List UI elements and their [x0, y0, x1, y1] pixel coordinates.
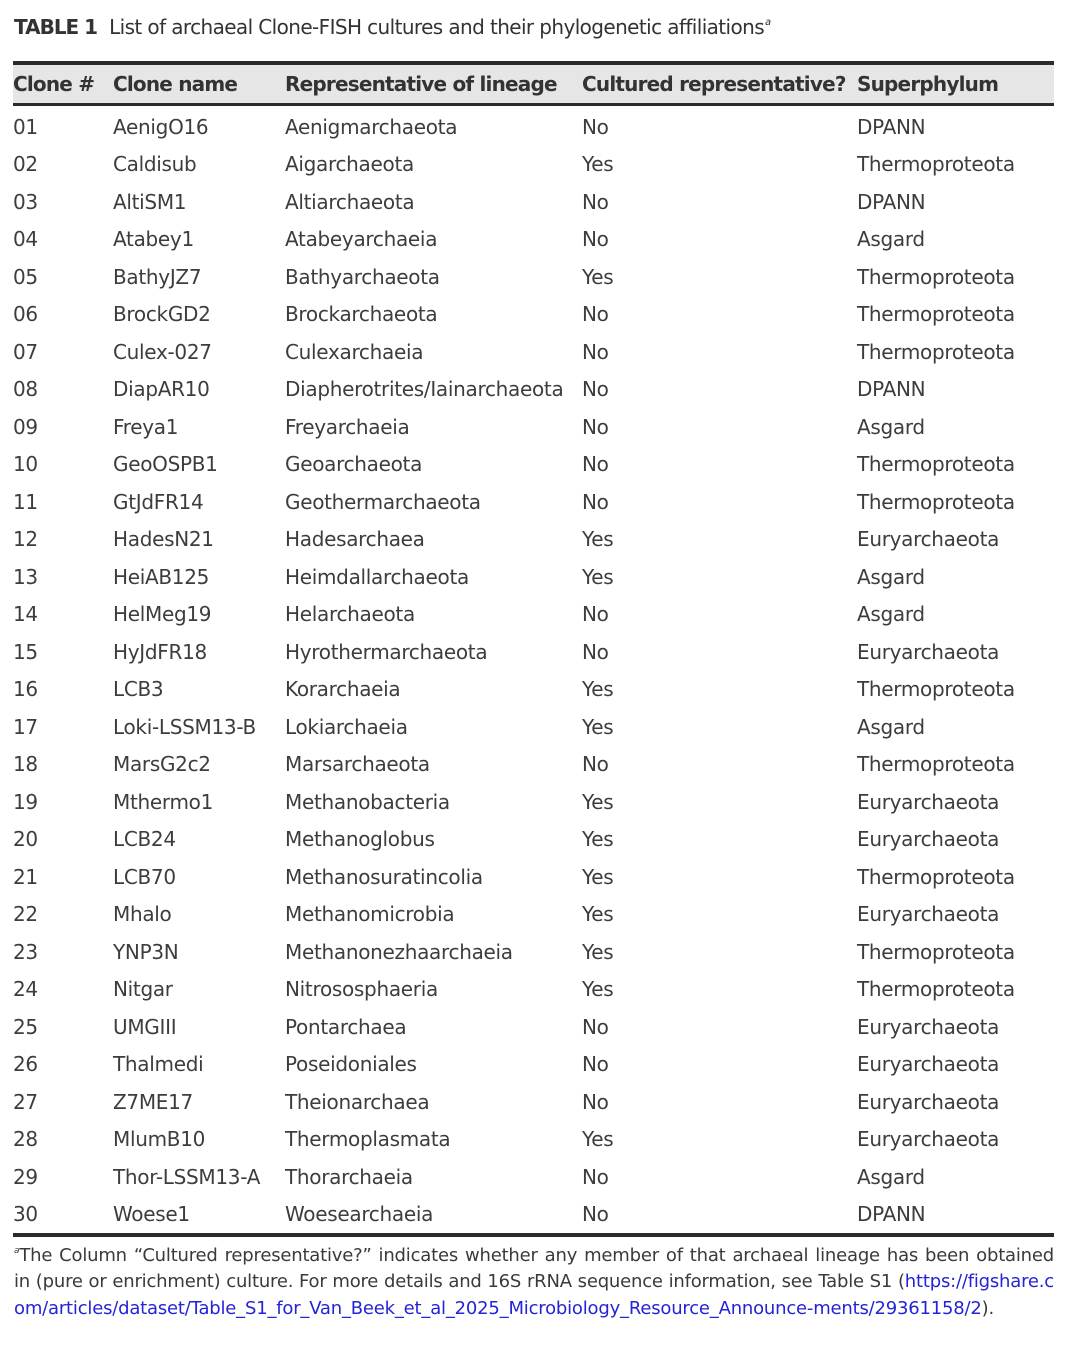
cell-clone-name: UMGIII: [113, 1014, 177, 1039]
cell-clone-number: 22: [13, 902, 38, 927]
cell-clone-number: 06: [13, 302, 38, 327]
cell-clone-number: 05: [13, 264, 38, 289]
table-row: [13, 896, 1054, 934]
cell-cultured: Yes: [582, 564, 614, 589]
cell-clone-name: LCB70: [113, 864, 176, 889]
column-header-cultured: Cultured representative?: [582, 63, 857, 105]
figshare-link[interactable]: https://figshare.com/articles/dataset/Table_S1_for_Van_Beek_et_al_2025_Microbiology_Resource_Announce-ments/29361158/2: [14, 1271, 1054, 1319]
table-row: [13, 783, 1054, 821]
table-row: [13, 105, 1054, 146]
cell-superphylum: DPANN: [857, 1196, 1054, 1236]
cell-cultured: No: [582, 339, 609, 364]
cell-cultured: No: [582, 452, 609, 477]
cell-lineage: Methanoglobus: [285, 827, 435, 852]
cell-lineage: Aenigmarchaeota: [285, 114, 458, 139]
cell-cultured: Yes: [582, 902, 614, 927]
cell-cultured: No: [582, 1196, 857, 1236]
cell-clone-name: Z7ME17: [113, 1089, 193, 1114]
cell-superphylum: Asgard: [857, 714, 925, 739]
cell-clone-number: 23: [13, 939, 38, 964]
cell-clone-number: 01: [13, 114, 38, 139]
cell-clone-name: Thor-LSSM13-A: [113, 1164, 261, 1189]
cell-clone-name: LCB24: [113, 827, 176, 852]
cell-clone-number: 24: [13, 977, 38, 1002]
table-row: [13, 1158, 1054, 1196]
cell-clone-name: Nitgar: [113, 977, 173, 1002]
cell-lineage: Woesearchaeia: [285, 1196, 582, 1236]
table-title: List of archaeal Clone-FISH cultures and their phylogenetic affiliations: [109, 15, 765, 39]
cell-superphylum: Asgard: [857, 227, 925, 252]
cell-cultured: Yes: [582, 827, 614, 852]
cell-clone-number: 28: [13, 1127, 38, 1152]
cell-clone-name: HadesN21: [113, 527, 214, 552]
table-row: [13, 333, 1054, 371]
table-header: [13, 63, 1054, 105]
cell-clone-number: 13: [13, 564, 38, 589]
table-row: [13, 933, 1054, 971]
cell-superphylum: DPANN: [857, 377, 926, 402]
table-row: [13, 371, 1054, 409]
cell-cultured: No: [582, 189, 609, 214]
cell-clone-number: 19: [13, 789, 38, 814]
cell-cultured: Yes: [582, 977, 614, 1002]
cell-superphylum: Thermoproteota: [857, 864, 1015, 889]
cell-cultured: Yes: [582, 714, 614, 739]
cell-superphylum: Euryarchaeota: [857, 1089, 1000, 1114]
table-label: TABLE 1: [14, 15, 98, 39]
cell-superphylum: Euryarchaeota: [857, 827, 1000, 852]
clone-table-container: [13, 61, 1054, 1237]
cell-clone-name: HyJdFR18: [113, 639, 207, 664]
cell-lineage: Freyarchaeia: [285, 414, 410, 439]
cell-lineage: Heimdallarchaeota: [285, 564, 469, 589]
cell-lineage: Bathyarchaeota: [285, 264, 440, 289]
table-row: [13, 746, 1054, 784]
cell-lineage: Methanobacteria: [285, 789, 450, 814]
cell-cultured: Yes: [582, 264, 614, 289]
cell-lineage: Methanosuratincolia: [285, 864, 483, 889]
cell-clone-name: MarsG2c2: [113, 752, 211, 777]
cell-cultured: Yes: [582, 152, 614, 177]
cell-clone-name: BrockGD2: [113, 302, 211, 327]
cell-clone-name: Freya1: [113, 414, 179, 439]
cell-clone-number: 07: [13, 339, 38, 364]
cell-lineage: Thorarchaeia: [285, 1164, 413, 1189]
cell-lineage: Hadesarchaea: [285, 527, 425, 552]
table-row: [13, 1046, 1054, 1084]
cell-superphylum: Euryarchaeota: [857, 1014, 1000, 1039]
table-row: [13, 858, 1054, 896]
table-row: [13, 483, 1054, 521]
cell-lineage: Atabeyarchaeia: [285, 227, 438, 252]
cell-superphylum: Asgard: [857, 1164, 925, 1189]
cell-superphylum: Asgard: [857, 602, 925, 627]
cell-superphylum: Thermoproteota: [857, 489, 1015, 514]
cell-superphylum: Asgard: [857, 564, 925, 589]
cell-superphylum: Thermoproteota: [857, 264, 1015, 289]
table-row: [13, 1121, 1054, 1159]
table-row: [13, 671, 1054, 709]
table-row: [13, 521, 1054, 559]
table-row: [13, 971, 1054, 1009]
cell-lineage: Methanomicrobia: [285, 902, 455, 927]
cell-clone-number: 04: [13, 227, 38, 252]
table-footnote: [14, 1238, 1054, 1322]
cell-lineage: Pontarchaea: [285, 1014, 407, 1039]
table-body: [13, 105, 1054, 1236]
cell-clone-name: Mthermo1: [113, 789, 213, 814]
cell-clone-name: Thalmedi: [113, 1052, 204, 1077]
cell-lineage: Helarchaeota: [285, 602, 415, 627]
cell-clone-number: 15: [13, 639, 38, 664]
cell-cultured: No: [582, 1014, 609, 1039]
cell-cultured: No: [582, 302, 609, 327]
cell-lineage: Methanonezhaarchaeia: [285, 939, 513, 964]
table-row: [13, 221, 1054, 259]
cell-cultured: No: [582, 489, 609, 514]
table-row: [13, 296, 1054, 334]
table-row: [13, 258, 1054, 296]
table-row: [13, 1083, 1054, 1121]
cell-clone-name: AenigO16: [113, 114, 209, 139]
table-row: [13, 1196, 1054, 1236]
cell-clone-number: 21: [13, 864, 38, 889]
cell-lineage: Poseidoniales: [285, 1052, 417, 1077]
column-header-clone-name: Clone name: [113, 63, 285, 105]
cell-cultured: No: [582, 1089, 609, 1114]
cell-cultured: No: [582, 414, 609, 439]
cell-lineage: Marsarchaeota: [285, 752, 430, 777]
cell-superphylum: Asgard: [857, 414, 925, 439]
cell-superphylum: Thermoproteota: [857, 939, 1015, 964]
cell-clone-number: 02: [13, 152, 38, 177]
cell-superphylum: DPANN: [857, 189, 926, 214]
cell-clone-number: 16: [13, 677, 38, 702]
cell-superphylum: Thermoproteota: [857, 977, 1015, 1002]
table-row: [13, 446, 1054, 484]
table-row: [13, 146, 1054, 184]
cell-superphylum: Euryarchaeota: [857, 902, 1000, 927]
cell-clone-name: YNP3N: [113, 939, 179, 964]
cell-lineage: Geothermarchaeota: [285, 489, 481, 514]
table-row: [13, 1008, 1054, 1046]
cell-clone-number: 09: [13, 414, 38, 439]
cell-cultured: No: [582, 377, 609, 402]
cell-superphylum: Thermoproteota: [857, 152, 1015, 177]
cell-cultured: No: [582, 1164, 609, 1189]
cell-lineage: Hyrothermarchaeota: [285, 639, 488, 664]
cell-lineage: Theionarchaea: [285, 1089, 430, 1114]
cell-superphylum: Euryarchaeota: [857, 527, 1000, 552]
cell-clone-name: LCB3: [113, 677, 164, 702]
cell-clone-number: 27: [13, 1089, 38, 1114]
table-row: [13, 633, 1054, 671]
cell-clone-number: 08: [13, 377, 38, 402]
cell-superphylum: Thermoproteota: [857, 752, 1015, 777]
cell-clone-number: 10: [13, 452, 38, 477]
cell-clone-name: Atabey1: [113, 227, 194, 252]
cell-superphylum: Euryarchaeota: [857, 789, 1000, 814]
cell-superphylum: Euryarchaeota: [857, 1127, 1000, 1152]
cell-clone-name: DiapAR10: [113, 377, 210, 402]
cell-cultured: Yes: [582, 789, 614, 814]
cell-clone-name: MlumB10: [113, 1127, 206, 1152]
cell-clone-name: GtJdFR14: [113, 489, 204, 514]
cell-lineage: Culexarchaeia: [285, 339, 424, 364]
footnote-marker: a: [14, 1246, 20, 1256]
column-header-lineage: Representative of lineage: [285, 63, 582, 105]
cell-clone-name: HeiAB125: [113, 564, 210, 589]
cell-cultured: No: [582, 114, 609, 139]
header-row: [13, 63, 1054, 105]
cell-cultured: No: [582, 227, 609, 252]
cell-lineage: Brockarchaeota: [285, 302, 438, 327]
cell-clone-number: 30: [13, 1196, 113, 1236]
cell-clone-number: 14: [13, 602, 38, 627]
cell-clone-number: 20: [13, 827, 38, 852]
table-row: [13, 821, 1054, 859]
cell-lineage: Thermoplasmata: [285, 1127, 451, 1152]
cell-lineage: Altiarchaeota: [285, 189, 415, 214]
cell-cultured: No: [582, 1052, 609, 1077]
cell-cultured: Yes: [582, 939, 614, 964]
cell-lineage: Lokiarchaeia: [285, 714, 408, 739]
cell-clone-number: 17: [13, 714, 38, 739]
cell-clone-number: 18: [13, 752, 38, 777]
cell-clone-name: Mhalo: [113, 902, 172, 927]
cell-lineage: Korarchaeia: [285, 677, 401, 702]
footnote-marker: a: [765, 17, 771, 28]
cell-clone-number: 25: [13, 1014, 38, 1039]
cell-lineage: Geoarchaeota: [285, 452, 423, 477]
cell-lineage: Nitrososphaeria: [285, 977, 438, 1002]
cell-cultured: Yes: [582, 527, 614, 552]
cell-lineage: Aigarchaeota: [285, 152, 414, 177]
table-row: [13, 408, 1054, 446]
cell-cultured: No: [582, 639, 609, 664]
table-row: [13, 596, 1054, 634]
cell-lineage: Diapherotrites/Iainarchaeota: [285, 377, 564, 402]
cell-clone-name: Woese1: [113, 1196, 285, 1236]
cell-clone-number: 11: [13, 489, 38, 514]
column-header-clone-number: Clone #: [13, 63, 113, 105]
cell-clone-number: 12: [13, 527, 38, 552]
column-header-superphylum: Superphylum: [857, 63, 1054, 105]
cell-clone-number: 29: [13, 1164, 38, 1189]
cell-cultured: Yes: [582, 864, 614, 889]
cell-superphylum: Thermoproteota: [857, 302, 1015, 327]
cell-cultured: No: [582, 602, 609, 627]
cell-superphylum: Thermoproteota: [857, 339, 1015, 364]
footnote-text-end: ).: [981, 1297, 995, 1319]
table-row: [13, 183, 1054, 221]
cell-clone-name: Caldisub: [113, 152, 197, 177]
cell-superphylum: Thermoproteota: [857, 677, 1015, 702]
table-row: [13, 558, 1054, 596]
cell-clone-number: 26: [13, 1052, 38, 1077]
cell-clone-name: Culex-027: [113, 339, 212, 364]
table-row: [13, 708, 1054, 746]
footnote-text: The Column “Cultured representative?” indicates whether any member of that archaeal lineage has been obtained in (pure or enrichment) culture. For more details and 16S rRNA sequence information, see Table S1 (: [14, 1245, 1054, 1293]
cell-clone-name: HelMeg19: [113, 602, 212, 627]
cell-superphylum: Euryarchaeota: [857, 639, 1000, 664]
cell-clone-number: 03: [13, 189, 38, 214]
table-caption: [14, 15, 771, 39]
cell-cultured: Yes: [582, 1127, 614, 1152]
cell-superphylum: Thermoproteota: [857, 452, 1015, 477]
cell-clone-name: Loki-LSSM13-B: [113, 714, 256, 739]
cell-clone-name: AltiSM1: [113, 189, 187, 214]
cell-clone-name: BathyJZ7: [113, 264, 202, 289]
cell-superphylum: Euryarchaeota: [857, 1052, 1000, 1077]
cell-clone-name: GeoOSPB1: [113, 452, 218, 477]
clone-table: [13, 61, 1054, 1237]
cell-superphylum: DPANN: [857, 114, 926, 139]
cell-cultured: No: [582, 752, 609, 777]
cell-cultured: Yes: [582, 677, 614, 702]
